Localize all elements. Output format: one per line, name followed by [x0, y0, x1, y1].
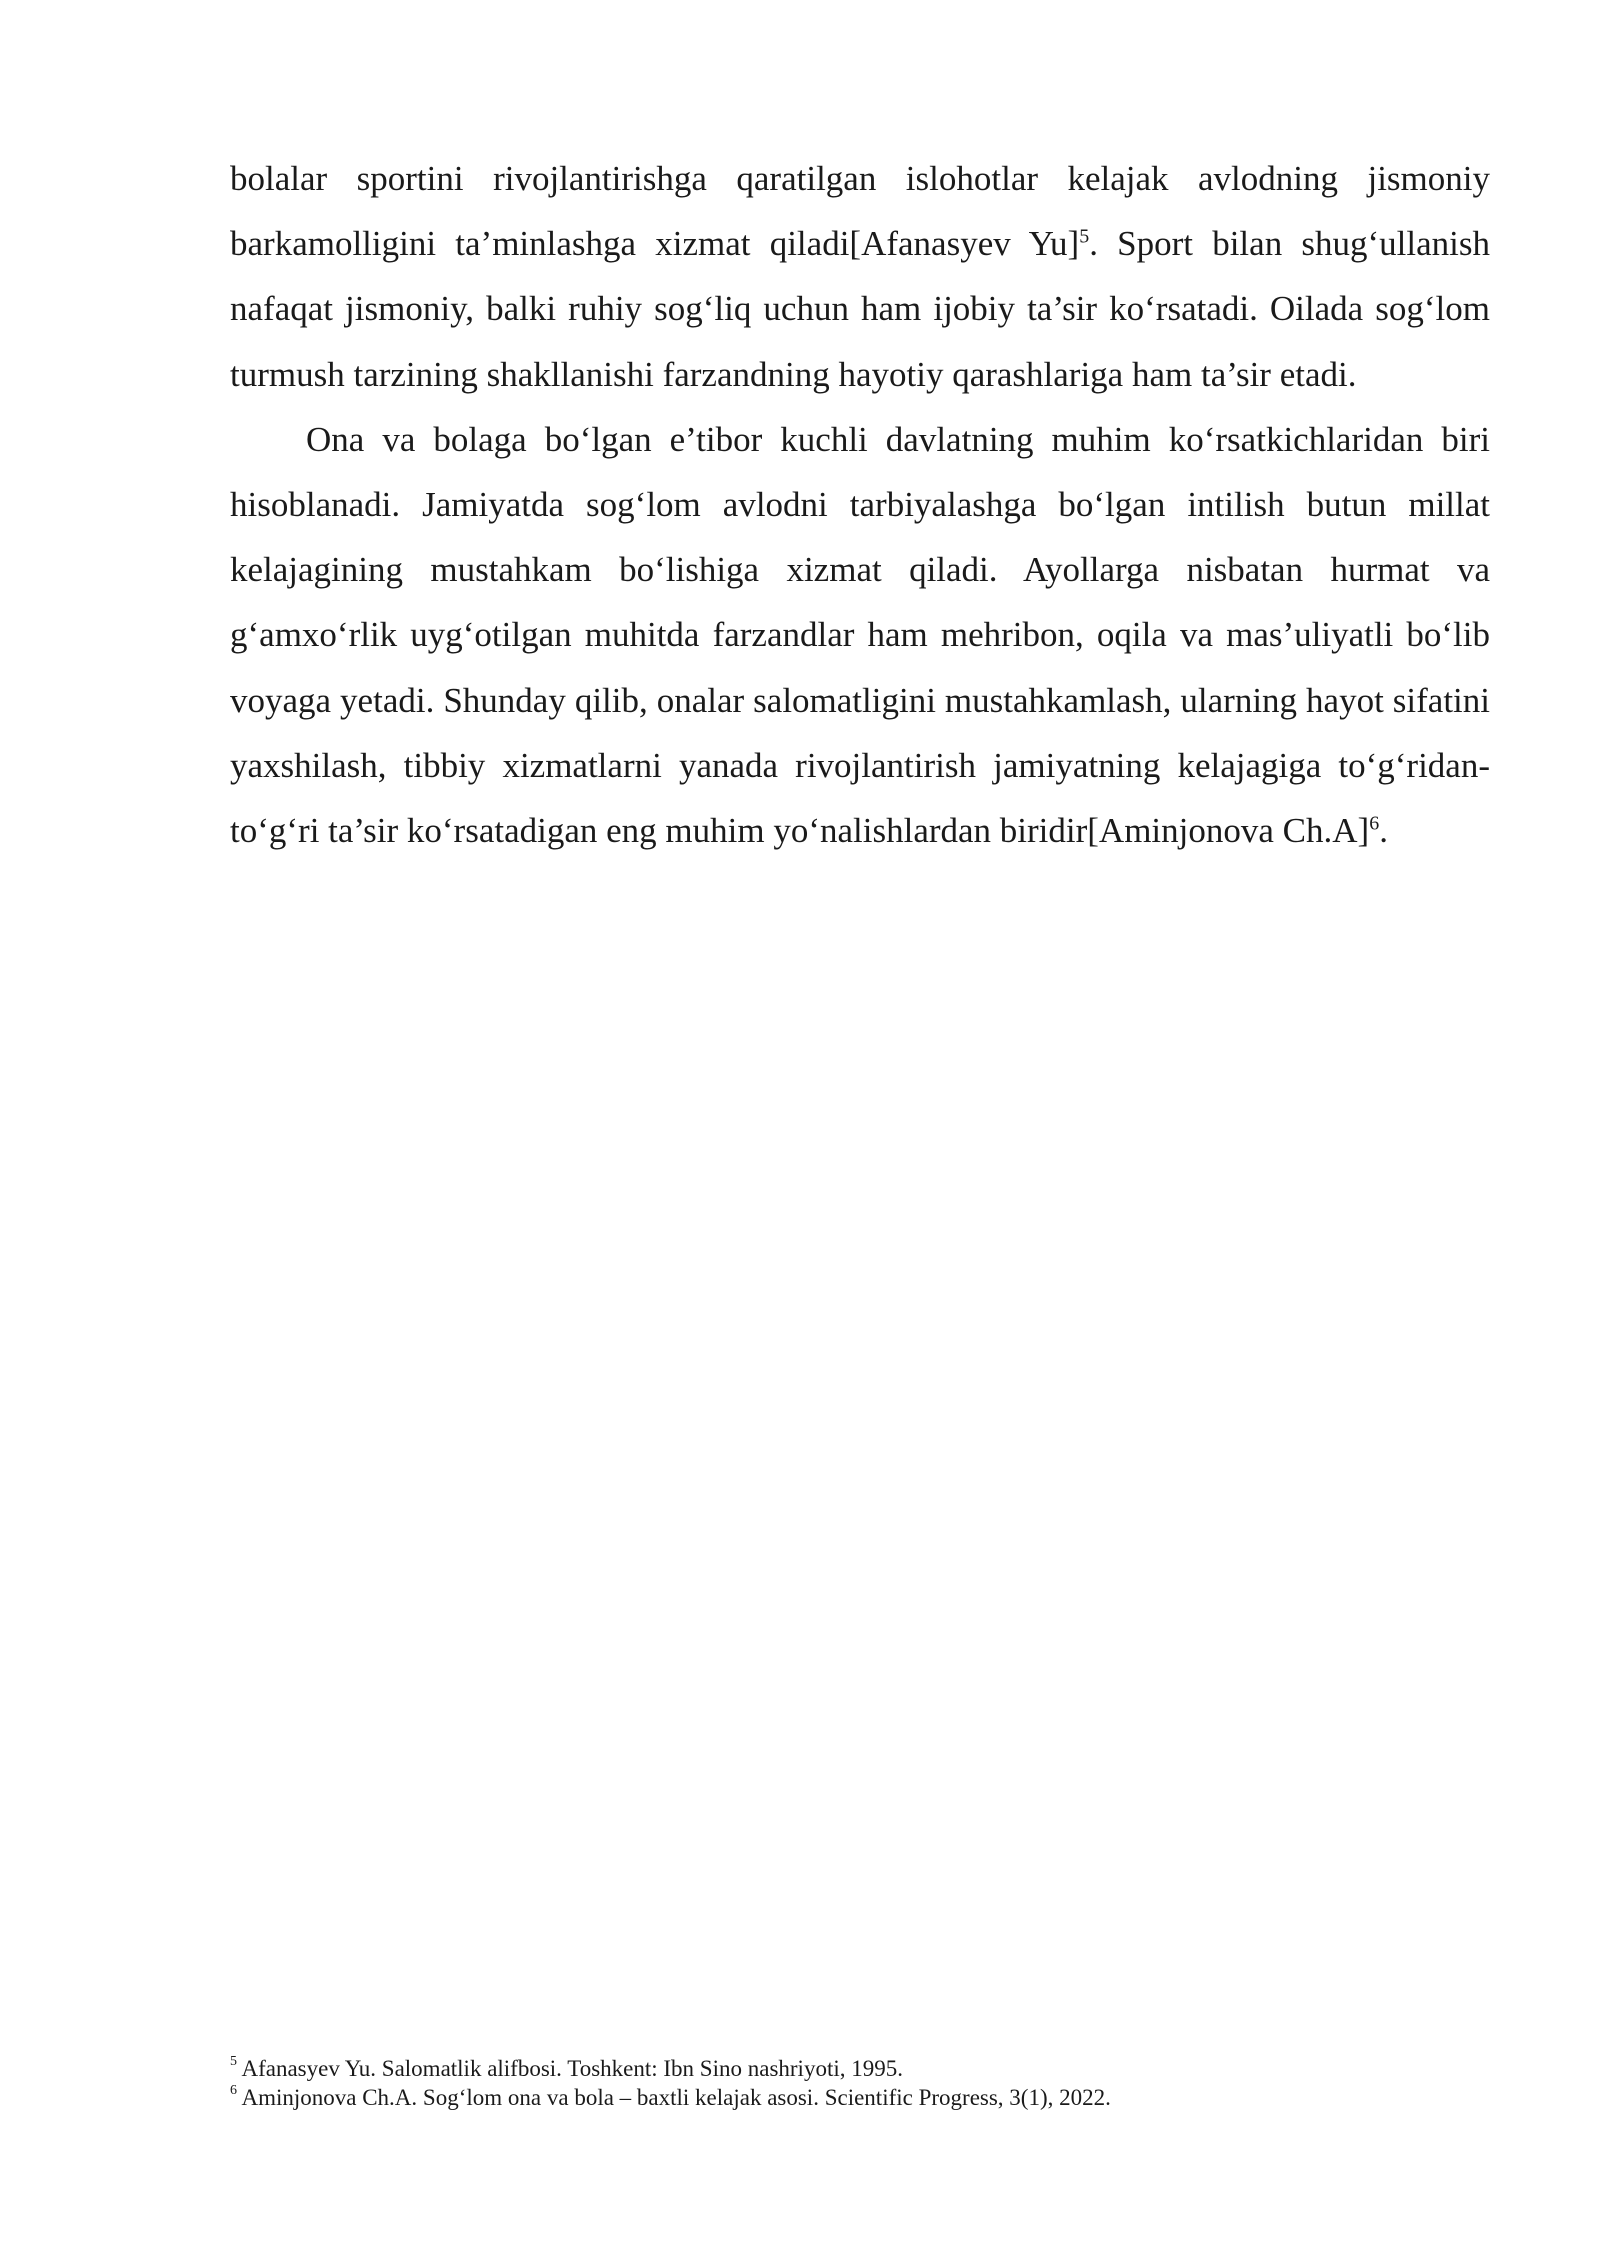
footnote-reference[interactable]: 5 [1079, 225, 1090, 248]
footnote-number: 6 [230, 2083, 237, 2099]
paragraph-text: . [1379, 811, 1388, 851]
paragraph [230, 407, 1490, 863]
paragraph-text: . Sport bilan shug‘ullanish nafaqat jismoniy, balki ruhiy sog‘liq uchun ham ijobiy ta’sir ko‘rsatadi. Oilada sog‘lom turmush tarzining shakllanishi farzandning hayotiy qarashlariga ham ta’sir etadi. [230, 224, 1491, 394]
paragraph-text: Ona va bolaga bo‘lgan e’tibor kuchli davlatning muhim ko‘rsatkichlaridan biri hisoblanadi. Jamiyatda sog‘lom avlodni tarbiyalashga bo‘lgan intilish butun millat kelajagining mustahkam bo‘lishiga xizmat qiladi. Ayollarga nisbatan hurmat va g‘amxo‘rlik uyg‘otilgan muhitda farzandlar ham mehribon, oqila va mas’uliyatli bo‘lib voyaga yetadi. Shunday qilib, onalar salomatligini mustahkamlash, ularning hayot sifatini yaxshilash, tibbiy xizmatlarni yanada rivojlantirish jamiyatning kelajagiga to‘g‘ridan-to‘g‘ri ta’sir ko‘rsatadigan eng muhim yo‘nalishlardan biridir[Aminjonova Ch.A] [230, 419, 1490, 851]
footnote [230, 2054, 1490, 2083]
paragraph-text: bolalar sportini rivojlantirishga qaratilgan islohotlar kelajak avlodning jismoniy barkamolligini ta’minlashga xizmat qiladi[Afanasyev Yu] [230, 159, 1490, 264]
footnote-reference[interactable]: 6 [1369, 812, 1380, 835]
footnote [230, 2083, 1490, 2112]
body-text [230, 146, 1490, 863]
footnote-text: Afanasyev Yu. Salomatlik alifbosi. Toshkent: Ibn Sino nashriyoti, 1995. [237, 2056, 903, 2081]
footnote-text: Aminjonova Ch.A. Sog‘lom ona va bola – baxtli kelajak asosi. Scientific Progress, 3(1), 2022. [237, 2085, 1111, 2110]
footnotes-section [230, 2054, 1490, 2112]
paragraph-continuation [230, 146, 1490, 407]
footnote-number: 5 [230, 2054, 237, 2070]
